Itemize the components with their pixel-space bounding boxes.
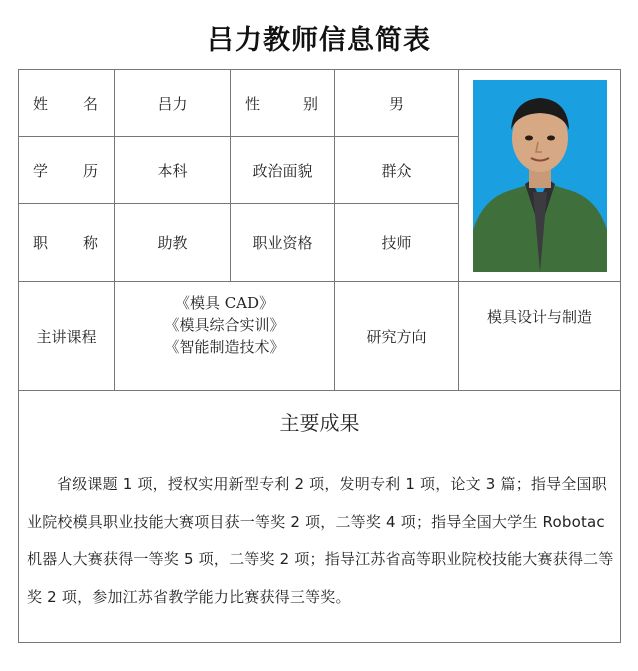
name-label-part-1: 姓 xyxy=(33,94,49,113)
title-label-part-1: 职 xyxy=(33,234,49,252)
teacher-info-table xyxy=(18,69,621,643)
page-title: 吕力教师信息简表 xyxy=(207,25,431,56)
name-label-cell xyxy=(19,70,115,137)
courses-list xyxy=(115,282,335,391)
table-row xyxy=(19,391,621,643)
achievements-text: 省级课题 1 项，授权实用新型专利 2 项，发明专利 1 项，论文 3 篇；指导全国职业院校模具职业技能大赛项目获一等奖 2 项，二等奖 4 项；指导全国大学生 Robotac 机器人大赛获得一等奖 5 项，二等奖 2 项；指导江苏省高等职业院校技能大赛获得二等奖 2 项，参加江苏省教学能力比赛获得三等奖。 xyxy=(27,475,614,606)
course-item: 《模具 CAD》 xyxy=(174,294,275,312)
education-value: 本科 xyxy=(115,137,231,204)
education-label-part-1: 学 xyxy=(33,161,49,180)
gender-value: 男 xyxy=(335,70,459,137)
teacher-photo xyxy=(473,80,607,272)
course-item: 《智能制造技术》 xyxy=(164,338,285,356)
portrait-image xyxy=(473,80,607,272)
politics-label: 政治面貌 xyxy=(231,137,335,204)
education-label-part-2: 历 xyxy=(82,161,98,180)
course-item: 《模具综合实训》 xyxy=(164,316,285,334)
title-label-cell xyxy=(19,204,115,282)
title-value: 助教 xyxy=(115,204,231,282)
achievements-cell xyxy=(19,391,621,643)
gender-label-part-2: 别 xyxy=(302,94,318,113)
photo-cell xyxy=(459,70,621,282)
gender-label-cell xyxy=(231,70,335,137)
name-label-part-2: 名 xyxy=(82,94,98,113)
research-label: 研究方向 xyxy=(335,282,459,391)
education-label-cell xyxy=(19,137,115,204)
gender-label-part-1: 性 xyxy=(245,94,261,113)
table-row xyxy=(19,282,621,391)
table-row xyxy=(19,70,621,137)
qualification-label: 职业资格 xyxy=(231,204,335,282)
politics-value: 群众 xyxy=(335,137,459,204)
courses-label: 主讲课程 xyxy=(19,282,115,391)
achievements-title: 主要成果 xyxy=(279,411,360,435)
qualification-value: 技师 xyxy=(335,204,459,282)
title-label-part-2: 称 xyxy=(82,234,98,252)
research-value: 模具设计与制造 xyxy=(459,282,621,391)
name-value: 吕力 xyxy=(115,70,231,137)
